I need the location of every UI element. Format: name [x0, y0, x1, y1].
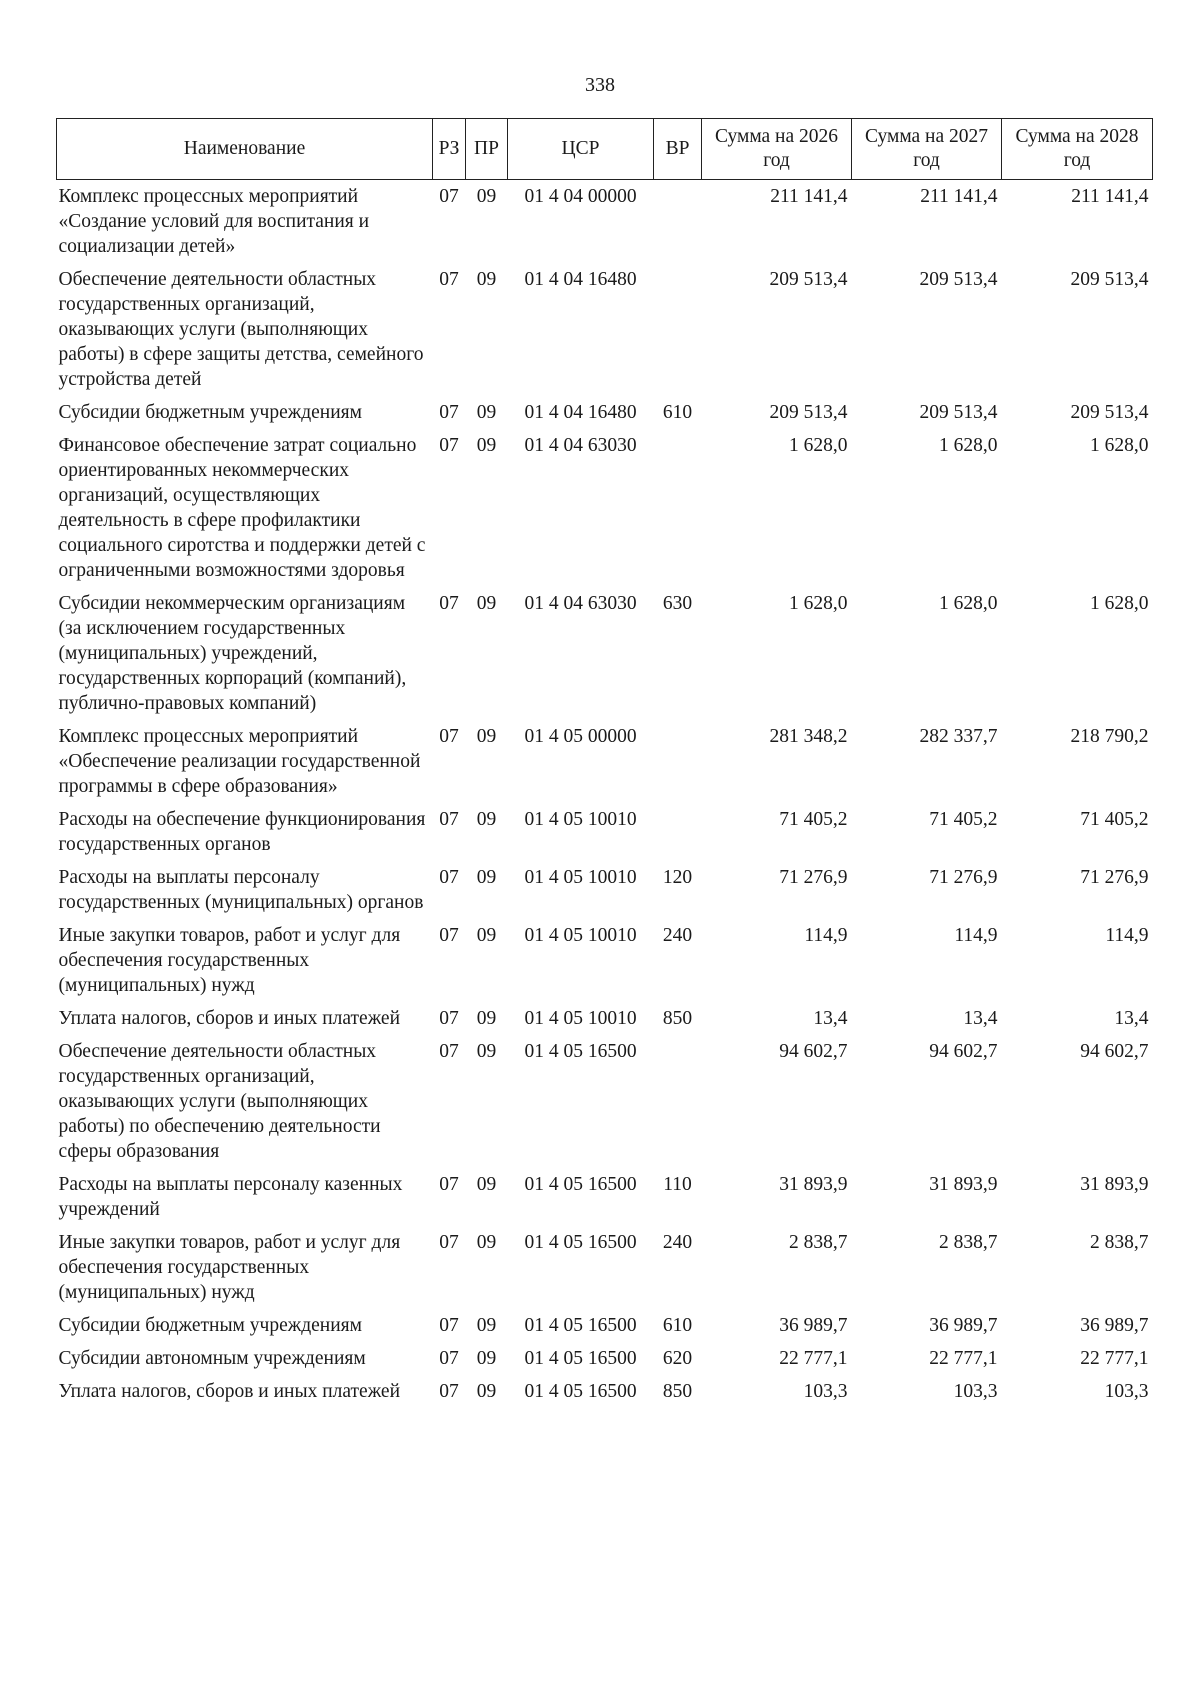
- row-sum-2027: 13,4: [963, 1008, 998, 1029]
- row-csr: 01 4 04 16480: [524, 402, 637, 423]
- row-sum-2028: 2 838,7: [1090, 1232, 1149, 1253]
- row-vr: [654, 1035, 702, 1168]
- row-pr: 09: [476, 1315, 497, 1336]
- table-row: [57, 1002, 1153, 1035]
- header-vr: ВР: [654, 119, 702, 180]
- row-name: Комплекс процессных мероприятий «Создание условий для воспитания и социализации детей»: [58, 186, 370, 257]
- table-row: [57, 1035, 1153, 1168]
- row-sum-2027: 1 628,0: [939, 593, 998, 614]
- row-rz: 07: [439, 1008, 459, 1029]
- row-pr: 09: [476, 726, 497, 747]
- row-name: Иные закупки товаров, работ и услуг для обеспечения государственных (муниципальных) нужд: [58, 925, 401, 996]
- row-sum-2028: 22 777,1: [1080, 1348, 1149, 1369]
- table-row: [57, 720, 1153, 803]
- row-sum-2027: 209 513,4: [919, 269, 998, 290]
- row-pr: 09: [476, 1348, 497, 1369]
- row-sum-2028: 114,9: [1105, 925, 1149, 946]
- row-sum-2027: 36 989,7: [929, 1315, 998, 1336]
- row-sum-2027: 282 337,7: [919, 726, 998, 747]
- row-sum-2027: 31 893,9: [929, 1174, 998, 1195]
- table-row: [57, 429, 1153, 587]
- row-vr: [654, 180, 702, 264]
- row-csr: 01 4 04 63030: [524, 435, 637, 456]
- row-name: Расходы на выплаты персоналу казенных учреждений: [58, 1174, 403, 1220]
- row-vr: 610: [662, 402, 693, 423]
- header-csr: ЦСР: [508, 119, 654, 180]
- row-rz: 07: [439, 726, 459, 747]
- row-sum-2028: 1 628,0: [1090, 435, 1149, 456]
- row-name: Финансовое обеспечение затрат социально ориентированных некоммерческих организаций, осуществляющих деятельность в сфере профилактики социального сиротства и поддержки детей с ограниченными возможностями здоровья: [58, 435, 426, 581]
- row-sum-2026: 2 838,7: [789, 1232, 848, 1253]
- row-sum-2028: 218 790,2: [1070, 726, 1149, 747]
- row-sum-2026: 209 513,4: [769, 269, 848, 290]
- table-row: [57, 861, 1153, 919]
- table-body: [57, 180, 1153, 1409]
- row-sum-2028: 209 513,4: [1070, 269, 1149, 290]
- header-sum-2026: Сумма на 2026 год: [702, 119, 852, 180]
- row-rz: 07: [439, 593, 459, 614]
- row-rz: 07: [439, 1232, 459, 1253]
- header-sum-2027: Сумма на 2027 год: [852, 119, 1002, 180]
- row-sum-2028: 103,3: [1104, 1381, 1149, 1402]
- row-rz: 07: [439, 809, 459, 830]
- table-row: [57, 1375, 1153, 1408]
- row-vr: 110: [663, 1174, 692, 1195]
- row-sum-2028: 211 141,4: [1071, 186, 1149, 207]
- row-rz: 07: [439, 1315, 459, 1336]
- row-csr: 01 4 04 00000: [524, 186, 637, 207]
- row-csr: 01 4 05 10010: [524, 867, 637, 888]
- row-sum-2026: 71 405,2: [779, 809, 848, 830]
- row-sum-2026: 31 893,9: [779, 1174, 848, 1195]
- row-csr: 01 4 05 10010: [524, 925, 637, 946]
- row-vr: [654, 263, 702, 396]
- table-row: [57, 263, 1153, 396]
- row-sum-2027: 2 838,7: [939, 1232, 998, 1253]
- header-rz: РЗ: [433, 119, 466, 180]
- row-name: Уплата налогов, сборов и иных платежей: [58, 1008, 401, 1029]
- row-pr: 09: [476, 1174, 497, 1195]
- row-pr: 09: [476, 925, 497, 946]
- row-vr: 240: [662, 1232, 693, 1253]
- row-sum-2027: 114,9: [954, 925, 998, 946]
- table-row: [57, 396, 1153, 429]
- row-pr: 09: [476, 1381, 497, 1402]
- row-vr: 120: [662, 867, 693, 888]
- row-rz: 07: [439, 1348, 459, 1369]
- row-csr: 01 4 05 00000: [524, 726, 637, 747]
- row-sum-2026: 209 513,4: [769, 402, 848, 423]
- row-name: Расходы на обеспечение функционирования государственных органов: [58, 809, 426, 855]
- row-vr: 630: [662, 593, 693, 614]
- row-csr: 01 4 04 63030: [524, 593, 637, 614]
- row-sum-2027: 209 513,4: [919, 402, 998, 423]
- row-sum-2026: 103,3: [803, 1381, 848, 1402]
- header-name: Наименование: [57, 119, 433, 180]
- row-sum-2026: 281 348,2: [769, 726, 848, 747]
- row-vr: [654, 803, 702, 861]
- row-sum-2026: 114,9: [804, 925, 848, 946]
- header-sum-2028: Сумма на 2028 год: [1002, 119, 1153, 180]
- row-pr: 09: [476, 867, 497, 888]
- row-csr: 01 4 05 16500: [524, 1041, 637, 1062]
- row-pr: 09: [476, 1041, 497, 1062]
- table-row: [57, 1342, 1153, 1375]
- row-csr: 01 4 05 16500: [524, 1174, 637, 1195]
- row-name: Уплата налогов, сборов и иных платежей: [58, 1381, 401, 1402]
- row-pr: 09: [476, 186, 497, 207]
- table-row: [57, 1309, 1153, 1342]
- row-name: Комплекс процессных мероприятий «Обеспечение реализации государственной программы в сфере образования»: [58, 726, 421, 797]
- table-row: [57, 587, 1153, 720]
- row-name: Субсидии автономным учреждениям: [58, 1348, 366, 1369]
- row-sum-2026: 94 602,7: [779, 1041, 848, 1062]
- row-rz: 07: [439, 435, 459, 456]
- table-row: [57, 919, 1153, 1002]
- table-row: [57, 180, 1153, 264]
- budget-table: [56, 118, 1153, 1408]
- row-vr: [654, 720, 702, 803]
- row-vr: 240: [662, 925, 693, 946]
- row-sum-2026: 13,4: [813, 1008, 848, 1029]
- row-vr: [654, 429, 702, 587]
- row-pr: 09: [476, 402, 497, 423]
- row-sum-2026: 1 628,0: [789, 435, 848, 456]
- row-sum-2028: 71 276,9: [1080, 867, 1149, 888]
- row-rz: 07: [439, 867, 459, 888]
- row-sum-2027: 211 141,4: [920, 186, 998, 207]
- table-row: [57, 1168, 1153, 1226]
- row-pr: 09: [476, 809, 497, 830]
- row-rz: 07: [439, 186, 459, 207]
- row-pr: 09: [476, 269, 497, 290]
- row-sum-2028: 13,4: [1114, 1008, 1149, 1029]
- row-sum-2028: 71 405,2: [1080, 809, 1149, 830]
- row-name: Субсидии бюджетным учреждениям: [58, 1315, 362, 1336]
- row-sum-2027: 22 777,1: [929, 1348, 998, 1369]
- row-csr: 01 4 05 16500: [524, 1315, 637, 1336]
- row-csr: 01 4 05 10010: [524, 1008, 637, 1029]
- row-name: Обеспечение деятельности областных государственных организаций, оказывающих услуги (выполняющих работы) по обеспечению деятельности сферы образования: [58, 1041, 381, 1162]
- row-csr: 01 4 05 16500: [524, 1381, 637, 1402]
- row-pr: 09: [476, 435, 497, 456]
- row-sum-2028: 36 989,7: [1080, 1315, 1149, 1336]
- row-sum-2028: 94 602,7: [1080, 1041, 1149, 1062]
- page-number: 338: [585, 74, 615, 96]
- row-vr: 850: [662, 1381, 693, 1402]
- row-rz: 07: [439, 1041, 459, 1062]
- row-sum-2026: 36 989,7: [779, 1315, 848, 1336]
- row-vr: 620: [662, 1348, 693, 1369]
- header-pr: ПР: [466, 119, 508, 180]
- row-name: Субсидии некоммерческим организациям (за исключением государственных (муниципальных) учреждений, государственных корпораций (компаний), публично-правовых компаний): [58, 593, 407, 714]
- row-rz: 07: [439, 925, 459, 946]
- row-name: Расходы на выплаты персоналу государственных (муниципальных) органов: [58, 867, 424, 913]
- row-sum-2027: 1 628,0: [939, 435, 998, 456]
- row-sum-2026: 211 141,4: [770, 186, 848, 207]
- row-vr: 850: [662, 1008, 693, 1029]
- row-sum-2026: 71 276,9: [779, 867, 848, 888]
- row-csr: 01 4 05 16500: [524, 1348, 637, 1369]
- row-sum-2027: 71 276,9: [929, 867, 998, 888]
- table-row: [57, 803, 1153, 861]
- row-name: Обеспечение деятельности областных государственных организаций, оказывающих услуги (выполняющих работы) в сфере защиты детства, семейного устройства детей: [58, 269, 424, 390]
- row-sum-2028: 31 893,9: [1080, 1174, 1149, 1195]
- row-name: Иные закупки товаров, работ и услуг для обеспечения государственных (муниципальных) нужд: [58, 1232, 401, 1303]
- table-row: [57, 1226, 1153, 1309]
- row-pr: 09: [476, 1232, 497, 1253]
- row-sum-2027: 103,3: [953, 1381, 998, 1402]
- row-sum-2026: 22 777,1: [779, 1348, 848, 1369]
- row-sum-2026: 1 628,0: [789, 593, 848, 614]
- row-pr: 09: [476, 593, 497, 614]
- table-header-row: [57, 119, 1153, 180]
- row-vr: 610: [662, 1315, 693, 1336]
- row-csr: 01 4 05 16500: [524, 1232, 637, 1253]
- row-rz: 07: [439, 269, 459, 290]
- row-name: Субсидии бюджетным учреждениям: [58, 402, 362, 423]
- row-sum-2027: 94 602,7: [929, 1041, 998, 1062]
- row-rz: 07: [439, 1381, 459, 1402]
- row-csr: 01 4 05 10010: [524, 809, 637, 830]
- row-sum-2028: 209 513,4: [1070, 402, 1149, 423]
- row-sum-2028: 1 628,0: [1090, 593, 1149, 614]
- row-csr: 01 4 04 16480: [524, 269, 637, 290]
- row-pr: 09: [476, 1008, 497, 1029]
- row-rz: 07: [439, 1174, 459, 1195]
- row-rz: 07: [439, 402, 459, 423]
- row-sum-2027: 71 405,2: [929, 809, 998, 830]
